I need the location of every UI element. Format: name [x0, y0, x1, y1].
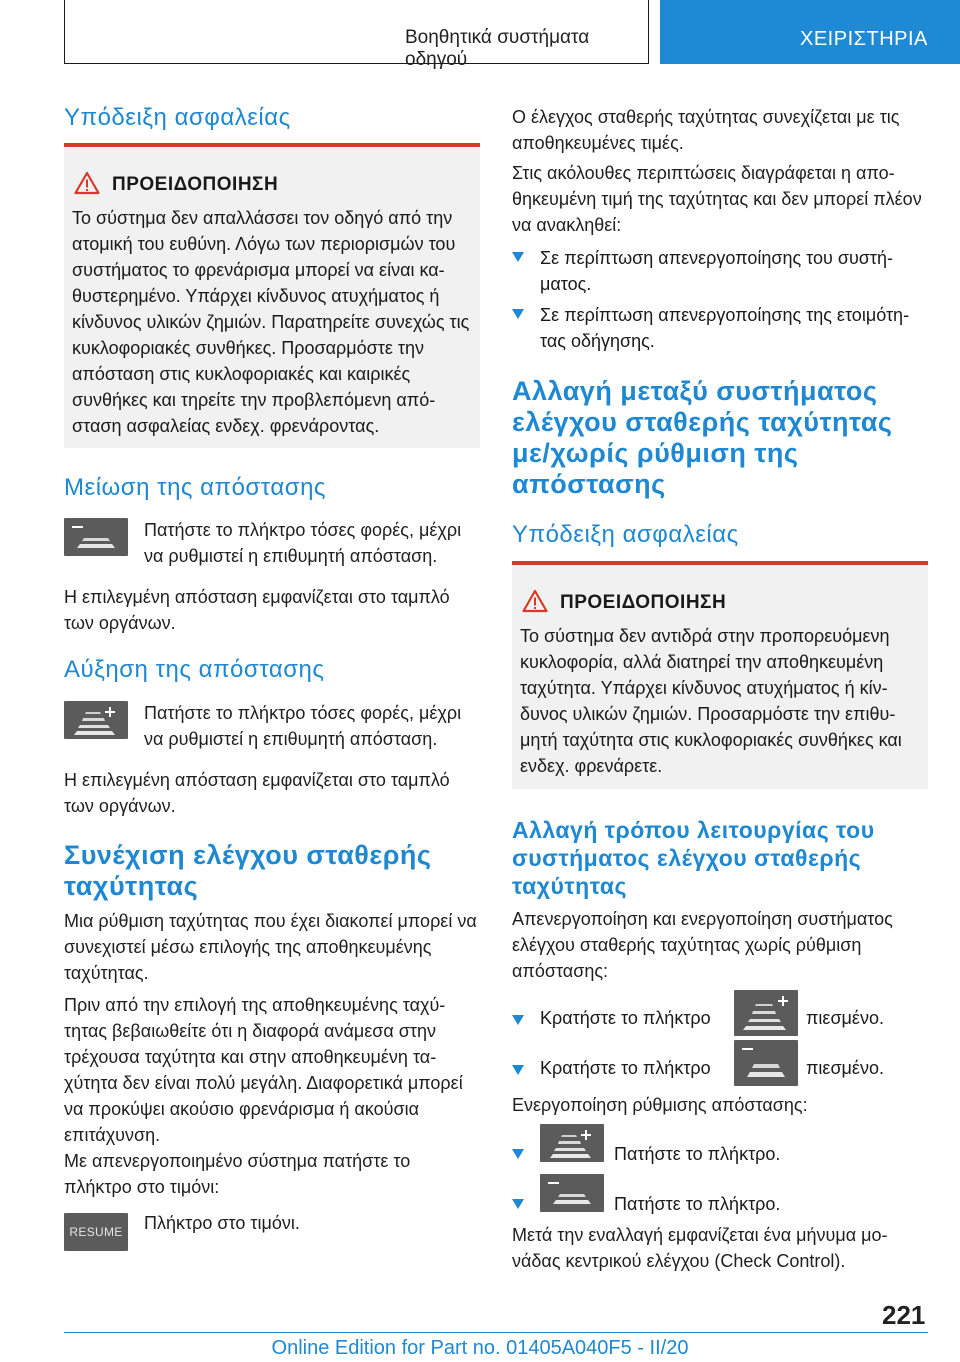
footer-edition: Online Edition for Part no. 01405A040F5 - II/20: [271, 1337, 689, 1359]
resume-button-icon: [64, 1213, 128, 1251]
distance-increase-button-icon: [734, 990, 798, 1036]
bullet-triangle-icon: [512, 1199, 524, 1209]
header-section-label: ΧΕΙΡΙΣΤΗΡΙΑ: [800, 28, 928, 50]
decrease-distance-heading: Μείωση της απόστασης: [64, 474, 326, 501]
activate-paragraph: Ενεργοποίηση ρύθμισης απόστασης:: [512, 1095, 808, 1115]
decrease-note: Η επιλεγμένη απόσταση εμφανίζεται στο ταμπλό των οργάνων.: [64, 587, 450, 633]
bullet-triangle-icon: [512, 1065, 524, 1075]
warning-title-1: ΠΡΟΕΙΔΟΠΟΙΗΣΗ: [112, 174, 279, 195]
footer-divider: [64, 1332, 928, 1333]
distance-increase-button-icon: [540, 1124, 604, 1162]
bullet-item-1: [512, 245, 928, 297]
bullet-triangle-icon: [512, 252, 524, 262]
distance-decrease-button-icon: [540, 1174, 604, 1212]
warning-title-2: ΠΡΟΕΙΔΟΠΟΙΗΣΗ: [560, 592, 727, 613]
resume-label: RESUME: [69, 1225, 123, 1239]
hold-prefix-2: Κρατήστε το πλήκτρο: [540, 1058, 711, 1078]
distance-decrease-button-icon: [64, 518, 128, 556]
bullet-item-2: [512, 302, 928, 354]
increase-distance-heading: Αύξηση της απόστασης: [64, 656, 325, 683]
hold-suffix-2: πιεσμένο.: [806, 1058, 884, 1078]
continue-p1: Μια ρύθμιση ταχύτητας που έχει διακοπεί μπορεί να συνεχιστεί μέσω επιλογής της αποθηκευμένης ταχύτητας.: [64, 911, 477, 983]
warning-text-1: Το σύστημα δεν απαλλάσσει τον οδηγό από την ατομική του ευθύνη. Λόγω των περιορισμών του συστήματος το φρενάρισμα μπορεί να είναι καθυστερημένο. Υπάρχει κίνδυνος ατυχήματος ή κίνδυνος υλικών ζημιών. Παρατηρείτε συνεχώς τις κυκλοφοριακές συνθήκες. Προσαρμόστε την απόσταση στις κυκλοφοριακές και καιρικές συνθήκες και τηρείτε την προβλεπόμενη απόσταση ασφαλείας ενδεχ. φρενάροντας.: [72, 208, 470, 436]
increase-note: Η επιλεγμένη απόσταση εμφανίζεται στο ταμπλό των οργάνων.: [64, 770, 450, 816]
press-text-2: Πατήστε το πλήκτρο.: [614, 1194, 781, 1214]
warning-box-2: [512, 561, 928, 789]
switch-mode-heading: Αλλαγή μεταξύ συστήματος ελέγχου σταθερής ταχύτητας με/χωρίς ρύθμιση της απόστασης: [512, 376, 893, 499]
bullet-triangle-icon: [512, 1015, 524, 1025]
safety-heading-left: Υπόδειξη ασφαλείας: [64, 104, 291, 131]
hold-suffix-1: πιεσμένο.: [806, 1008, 884, 1028]
page-number: 221: [882, 1300, 926, 1330]
header-section-tab: [660, 0, 960, 64]
warning-text-2: Το σύστημα δεν αντιδρά στην προπορευόμενη κυκλοφορία, αλλά διατηρεί την αποθηκευμένη ταχύτητα. Υπάρχει κίνδυνος ατυχήματος ή κίνδυνος υλικών ζημιών. Προσαρμόστε την επιθυμητή ταχύτητα στις κυκλοφοριακές συνθήκες και ενδεχ. φρενάρετε.: [520, 626, 902, 776]
right-p1: Ο έλεγχος σταθερής ταχύτητας συνεχίζεται με τις αποθηκευμένες τιμές.: [512, 107, 900, 153]
bullet-triangle-icon: [512, 309, 524, 319]
bullet-triangle-icon: [512, 1149, 524, 1159]
press-text-1: Πατήστε το πλήκτρο.: [614, 1144, 781, 1164]
continue-p2: Πριν από την επιλογή της αποθηκευμένης ταχύτητας βεβαιωθείτε ότι η διαφορά ανάμεσα στην τρέχουσα ταχύτητα και στην αποθηκευμένη ταχύτητα δεν είναι πολύ μεγάλη. Διαφορετικά μπορεί να προκύψει ακούσιο φρενάρισμα ή ακούσια επιτάχυνση.: [64, 995, 463, 1145]
mode-paragraph: Απενεργοποίηση και ενεργοποίηση συστήματος ελέγχου σταθερής ταχύτητας χωρίς ρύθμιση απόστασης:: [512, 909, 893, 981]
warning-triangle-icon: [74, 171, 100, 195]
hold-decrease-row: [512, 1040, 928, 1100]
bullet-text-1: Σε περίπτωση απενεργοποίησης του συστήματος.: [540, 248, 894, 294]
distance-increase-button-icon: [64, 701, 128, 739]
resume-caption: Πλήκτρο στο τιμόνι.: [144, 1213, 300, 1233]
warning-triangle-icon: [522, 589, 548, 613]
continue-p3: Με απενεργοποιημένο σύστημα πατήστε το πλήκτρο στο τιμόνι:: [64, 1151, 411, 1197]
increase-instruction: Πατήστε το πλήκτρο τόσες φορές, μέχρι να ρυθμιστεί η επιθυμητή απόσταση.: [144, 703, 462, 749]
bullet-text-2: Σε περίπτωση απενεργοποίησης της ετοιμότητας οδήγησης.: [540, 305, 910, 351]
right-p2: Στις ακόλουθες περιπτώσεις διαγράφεται η αποθηκευμένη τιμή της ταχύτητας και δεν μπορεί πλέον να ανακληθεί:: [512, 163, 922, 235]
distance-decrease-button-icon: [734, 1040, 798, 1086]
warning-box-1: [64, 143, 480, 448]
header-chapter-box: [64, 0, 649, 70]
header-chapter-title: Βοηθητικά συστήματα οδηγού: [405, 27, 590, 70]
final-paragraph: Μετά την εναλλαγή εμφανίζεται ένα μήνυμα μονάδας κεντρικού ελέγχου (Check Control).: [512, 1225, 888, 1271]
decrease-instruction: Πατήστε το πλήκτρο τόσες φορές, μέχρι να ρυθμιστεί η επιθυμητή απόσταση.: [144, 520, 462, 566]
change-mode-heading: Αλλαγή τρόπου λειτουργίας του συστήματος ελέγχου σταθερής ταχύτητας: [512, 817, 875, 899]
safety-heading-right: Υπόδειξη ασφαλείας: [512, 521, 739, 548]
hold-prefix-1: Κρατήστε το πλήκτρο: [540, 1008, 711, 1028]
continue-cruise-heading: Συνέχιση ελέγχου σταθερής ταχύτητας: [64, 840, 432, 901]
